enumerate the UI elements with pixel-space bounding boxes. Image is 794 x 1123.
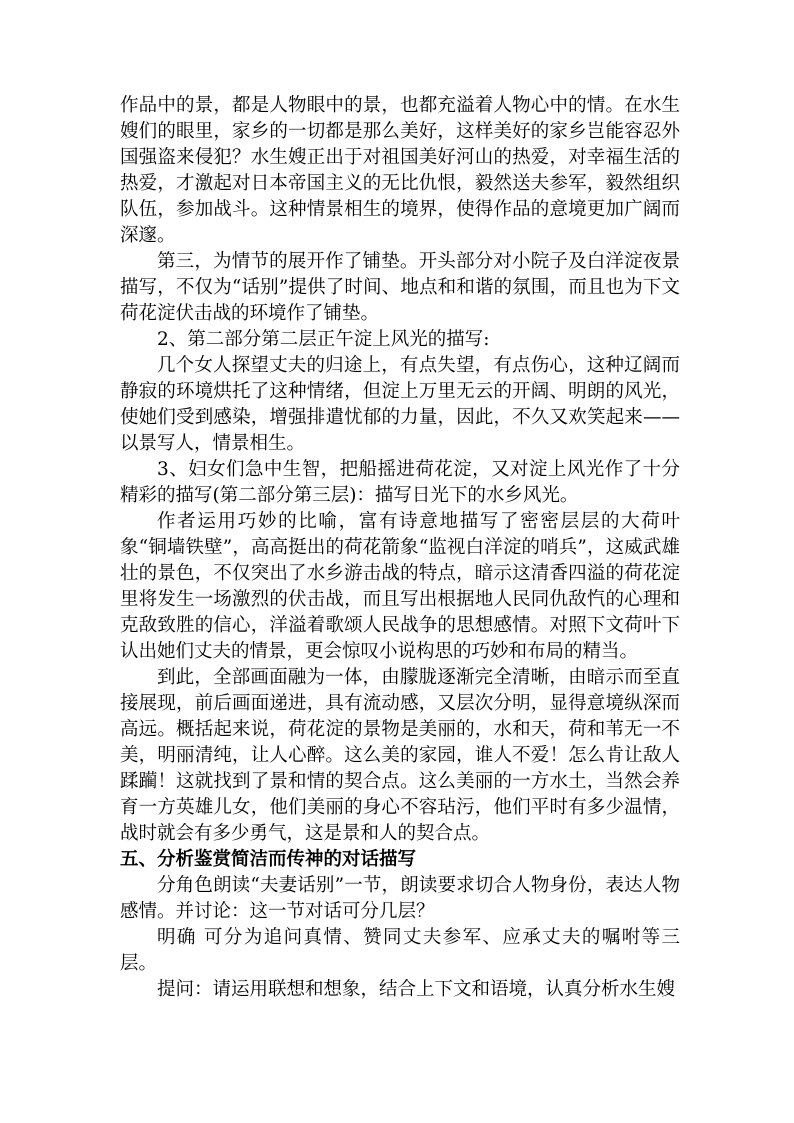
document-page — [120, 93, 680, 1003]
paragraph-women-return: 几个女人探望丈夫的归途上，有点失望，有点伤心，这种辽阔而静寂的环境烘托了这种情绪，但淀上万里无云的开阔、明朗的风光，使她们受到感染，增强排遣忧郁的力量，因此，不久又欢笑起来——以景写人，情景相生。 — [120, 355, 680, 454]
paragraph-third-point: 第三，为情节的展开作了铺垫。开头部分对小院子及白洋淀夜景描写，不仅为“话别”提供了时间、地点和和谐的氛围，而且也为下文荷花淀伏击战的环境作了铺垫。 — [120, 251, 680, 324]
paragraph-scenery-emotion: 作品中的景，都是人物眼中的景，也都充溢着人物心中的情。在水生嫂们的眼里，家乡的一切都是那么美好，这样美好的家乡岂能容忍外国强盗来侵犯？水生嫂正出于对祖国美好河山的热爱，对幸福生活的热爱，才激起对日本帝国主义的无比仇恨，毅然送夫参军，毅然组织队伍，参加战斗。这种情景相生的境界，使得作品的意境更加广阔而深邃。 — [120, 95, 680, 246]
paragraph-role-reading: 分角色朗读“夫妻话别”一节，朗读要求切合人物身份，表达人物感情。并讨论：这一节对话可分几层？ — [120, 875, 680, 922]
paragraph-subheading-noon-scene: 2、第二部分第二层正午淀上风光的描写: — [157, 329, 490, 350]
section-heading-dialogue: 五、分析鉴赏简洁而传神的对话描写 — [120, 849, 417, 870]
paragraph-question: 提问：请运用联想和想象，结合上下文和语境，认真分析水生嫂 — [157, 979, 676, 1000]
paragraph-summary: 到此，全部画面融为一体，由朦胧逐渐完全清晰，由暗示而至直接展现，前后画面递进，具有流动感，又层次分明，显得意境纵深而高远。概括起来说，荷花淀的景物是美丽的，水和天，荷和苇无一不美，明丽清纯，让人心醉。这么美的家园，谁人不爱！怎么肯让敌人蹂躏！这就找到了景和情的契合点。这么美丽的一方水土，当然会养育一方英雄儿女，他们美丽的身心不容玷污，他们平时有多少温情，战时就会有多少勇气，这是景和人的契合点。 — [120, 667, 680, 844]
paragraph-answer: 明确 可分为追问真情、赞同丈夫参军、应承丈夫的嘱咐等三层。 — [120, 927, 680, 974]
paragraph-metaphor-analysis: 作者运用巧妙的比喻，富有诗意地描写了密密层层的大荷叶象“铜墙铁壁”，高高挺出的荷花箭象“监视白洋淀的哨兵”，这威武雄壮的景色，不仅突出了水乡游击战的特点，暗示这清香四溢的荷花淀里将发生一场激烈的伏击战，而且写出根据地人民同仇敌忾的心理和克敌致胜的信心，洋溢着歌颂人民战争的思想感情。对照下文荷叶下认出她们丈夫的情景，更会惊叹小说构思的巧妙和布局的精当。 — [120, 511, 680, 662]
paragraph-subheading-lotus: 3、妇女们急中生智，把船摇进荷花淀，又对淀上风光作了十分精彩的描写(第二部分第三层)：描写日光下的水乡风光。 — [120, 459, 680, 506]
